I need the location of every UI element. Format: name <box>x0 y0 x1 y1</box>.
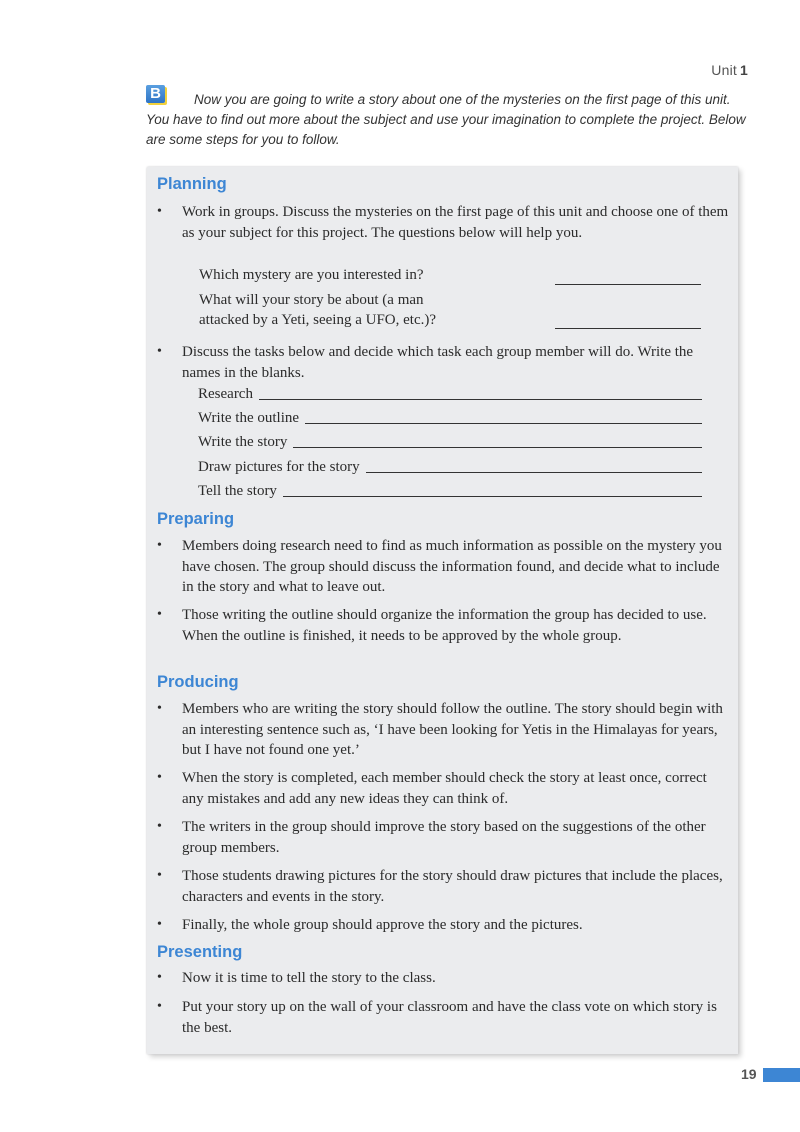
page-tab-marker <box>763 1068 800 1082</box>
unit-number: 1 <box>740 62 748 78</box>
task-label: Research <box>198 386 253 402</box>
presenting-heading: Presenting <box>157 943 243 961</box>
task-row <box>198 408 702 428</box>
task-name-blank[interactable] <box>305 423 702 424</box>
preparing-bullet: • Those writing the outline should organize the information the group has decided to use. When the outline is finished, it needs to be approved by the whole group. <box>182 605 730 646</box>
preparing-heading: Preparing <box>157 510 235 528</box>
task-name-blank[interactable] <box>283 496 702 497</box>
page-number: 19 <box>741 1066 757 1082</box>
section-badge: B <box>146 85 165 103</box>
task-name-blank[interactable] <box>366 472 702 473</box>
unit-label <box>711 62 748 78</box>
task-row <box>198 457 702 477</box>
section-intro: Now you are going to write a story about one of the mysteries on the first page of this unit. You have to find out more about the subject and use your imagination to complete the project. Below are some steps for you to follow. <box>146 92 746 147</box>
question-1: Which mystery are you interested in? <box>199 267 424 283</box>
task-row <box>198 432 702 452</box>
producing-heading: Producing <box>157 673 239 691</box>
presenting-bullet: • Now it is time to tell the story to the class. <box>182 968 730 989</box>
planning-bullet-1: • Work in groups. Discuss the mysteries on the first page of this unit and choose one of them as your subject for this project. The questions below will help you. <box>182 202 730 243</box>
unit-label-text: Unit <box>711 62 737 78</box>
producing-bullet: • Those students drawing pictures for the story should draw pictures that include the places, characters and events in the story. <box>182 866 730 907</box>
question-2-answer-blank[interactable] <box>555 328 701 329</box>
producing-bullet: • The writers in the group should improve the story based on the suggestions of the other group members. <box>182 817 730 858</box>
task-name-blank[interactable] <box>259 399 702 400</box>
planning-bullet-2: • Discuss the tasks below and decide which task each group member will do. Write the names in the blanks. <box>182 342 730 383</box>
question-1-answer-blank[interactable] <box>555 284 701 285</box>
project-panel <box>147 167 738 1054</box>
preparing-bullet: • Members doing research need to find as much information as possible on the mystery you have chosen. The group should discuss the information found, and decide what to include in the story and what to leave out. <box>182 536 730 598</box>
producing-bullet: • Members who are writing the story should follow the outline. The story should begin with an interesting sentence such as, ‘I have been looking for Yetis in the Himalayas for years, but I have not found one yet.’ <box>182 699 730 761</box>
task-row <box>198 481 702 501</box>
question-2-line-2: attacked by a Yeti, seeing a UFO, etc.)? <box>199 312 437 328</box>
task-label: Tell the story <box>198 483 277 499</box>
producing-bullet: • Finally, the whole group should approve the story and the pictures. <box>182 915 730 936</box>
presenting-bullet: • Put your story up on the wall of your classroom and have the class vote on which story is the best. <box>182 997 730 1038</box>
producing-bullet: • When the story is completed, each member should check the story at least once, correct any mistakes and add any new ideas they can think of. <box>182 768 730 809</box>
task-label: Write the story <box>198 434 288 450</box>
task-label: Draw pictures for the story <box>198 459 360 475</box>
question-2-line-1: What will your story be about (a man <box>199 292 424 308</box>
task-name-blank[interactable] <box>293 447 702 448</box>
task-label: Write the outline <box>198 410 300 426</box>
task-row <box>198 384 702 404</box>
planning-heading: Planning <box>157 175 227 193</box>
